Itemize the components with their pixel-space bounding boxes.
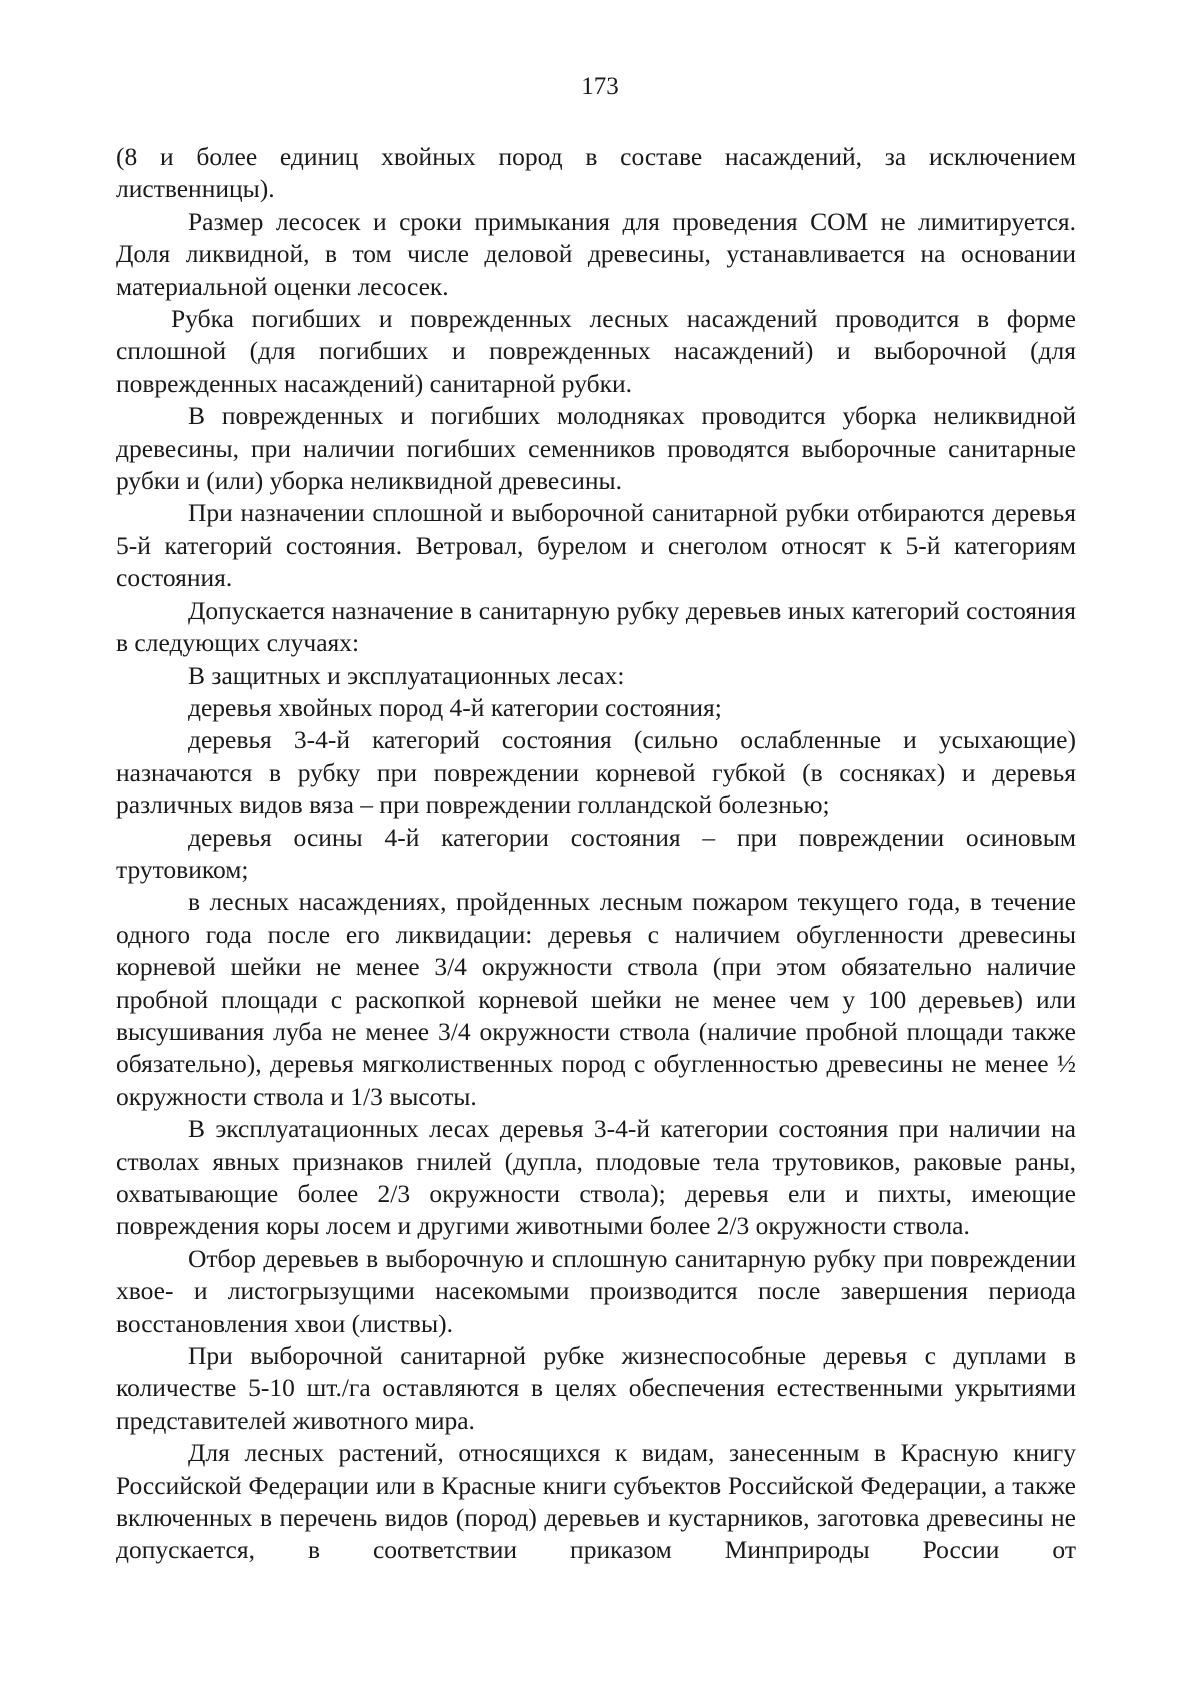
paragraph-5: При назначении сплошной и выборочной санитарной рубки отбираются деревья 5-й категорий состояния. Ветровал, бурелом и снеголом относят к 5-й категориям состояния. bbox=[116, 498, 1076, 593]
paragraph-15: Для лесных растений, относящихся к видам, занесенным в Красную книгу Российской Федерации или в Красные книги субъектов Российской Федерации, а также включенных в перечень видов (пород) деревьев и кустарников, заготовка древесины не допускается, в соответствии приказом Минприроды России от bbox=[116, 1438, 1076, 1565]
paragraph-4: В поврежденных и погибших молодняках проводится уборка неликвидной древесины, при наличии погибших семенников проводятся выборочные санитарные рубки и (или) уборка неликвидной древесины. bbox=[116, 401, 1076, 496]
paragraph-3: Рубка погибших и поврежденных лесных насаждений проводится в форме сплошной (для погибших и поврежденных насаждений) и выборочной (для поврежденных насаждений) санитарной рубки. bbox=[116, 304, 1076, 398]
page-number: 173 bbox=[581, 73, 619, 100]
paragraph-7: В защитных и эксплуатационных лесах: bbox=[188, 660, 625, 690]
paragraph-10: деревья осины 4-й категории состояния – при повреждении осиновым трутовиком; bbox=[116, 822, 1076, 884]
paragraph-8: деревья хвойных пород 4-й категории состояния; bbox=[188, 692, 722, 722]
paragraph-13: Отбор деревьев в выборочную и сплошную санитарную рубку при повреждении хвое- и листогрызущими насекомыми производится после завершения периода восстановления хвои (листвы). bbox=[116, 1243, 1076, 1338]
paragraph-2: Размер лесосек и сроки примыкания для проведения СОМ не лимитируется. Доля ликвидной, в том числе деловой древесины, устанавливается на основании материальной оценки лесосек. bbox=[116, 206, 1076, 301]
paragraph-6: Допускается назначение в санитарную рубку деревьев иных категорий состояния в следующих случаях: bbox=[116, 595, 1076, 658]
paragraph-9: деревья 3-4-й категорий состояния (сильно ослабленные и усыхающие) назначаются в рубку при повреждении корневой губкой (в сосняках) и деревья различных видов вяза – при повреждении голландской болезнью; bbox=[116, 725, 1076, 820]
document-body bbox=[116, 141, 1076, 1567]
paragraph-14: При выборочной санитарной рубке жизнеспособные деревья с дуплами в количестве 5-10 шт./га оставляются в целях обеспечения естественными укрытиями представителей животного мира. bbox=[116, 1341, 1076, 1435]
paragraph-12: В эксплуатационных лесах деревья 3-4-й категории состояния при наличии на стволах явных признаков гнилей (дупла, плодовые тела трутовиков, раковые раны, охватывающие более 2/3 окружности ствола); деревья ели и пихты, имеющие повреждения коры лосем и другими животными более 2/3 окружности ствола. bbox=[116, 1114, 1076, 1241]
paragraph-1: (8 и более единиц хвойных пород в составе насаждений, за исключением лиственницы). bbox=[116, 142, 1076, 204]
paragraph-11: в лесных насаждениях, пройденных лесным пожаром текущего года, в течение одного года после его ликвидации: деревья с наличием обугленности древесины корневой шейки не менее 3/4 окружности ствола (при этом обязательно наличие пробной площади с раскопкой корневой шейки не менее чем у 100 деревьев) или высушивания луба не менее 3/4 окружности ствола (наличие пробной площади также обязательно), деревья мягколиственных пород с обугленностью древесины не менее ½ окружности ствола и 1/3 высоты. bbox=[116, 887, 1076, 1111]
